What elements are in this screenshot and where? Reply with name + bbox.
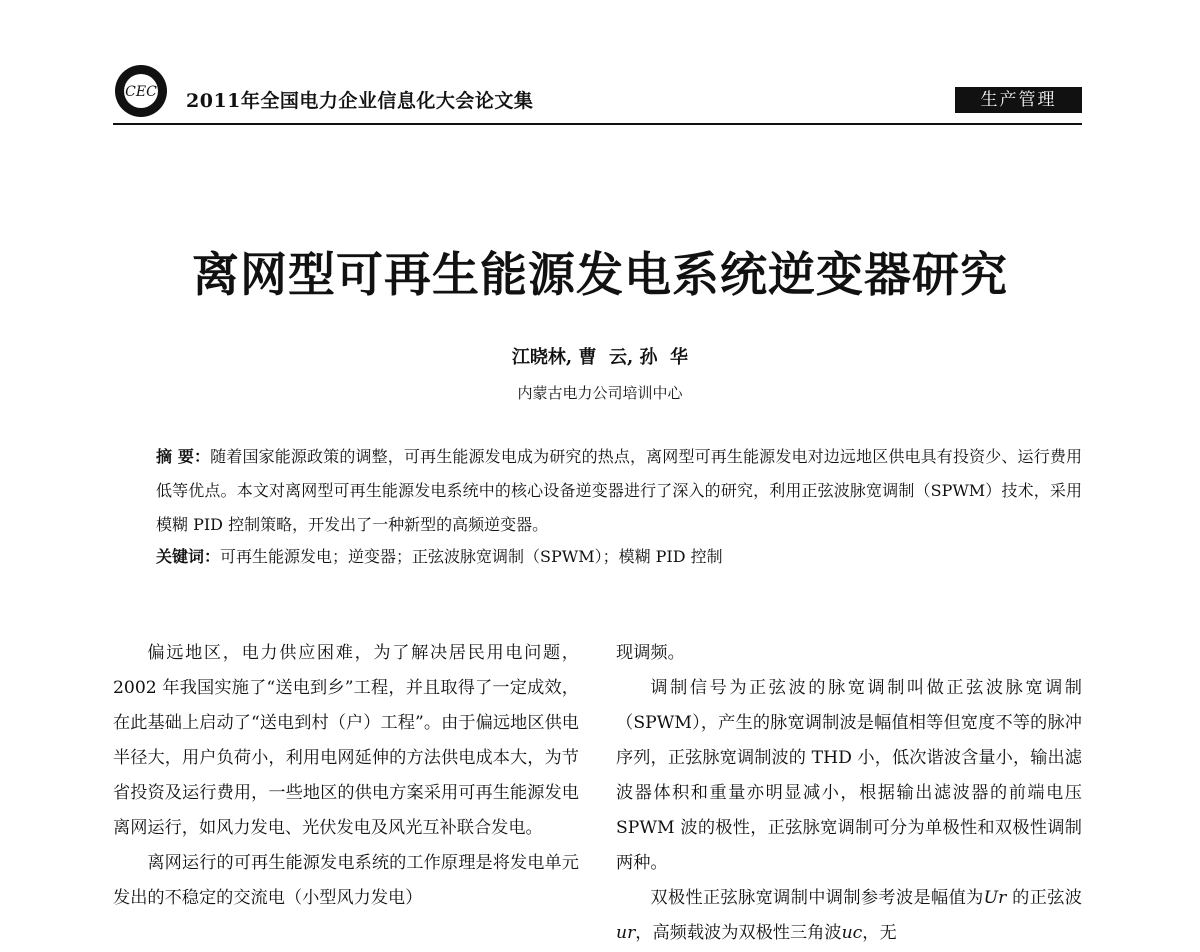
publisher-logo	[113, 63, 169, 119]
abstract-text: 随着国家能源政策的调整，可再生能源发电成为研究的热点，离网型可再生能源发电对边远地区供电具有投资少、运行费用低等优点。本文对离网型可再生能源发电系统中的核心设备逆变器进行了深入的研究，利用正弦波脉宽调制（SPWM）技术，采用模糊 PID 控制策略，开发出了一种新型的高频逆变器。	[156, 447, 1082, 534]
body-text: 双极性正弦脉宽调制中调制参考波是幅值为	[650, 888, 984, 908]
keywords	[156, 545, 1082, 569]
paper-authors: 江晓林, 曹 云, 孙 华	[511, 347, 689, 368]
body-text: ，无	[862, 923, 897, 943]
body-paragraph: 离网运行的可再生能源发电系统的工作原理是将发电单元发出的不稳定的交流电（小型风力发电）	[113, 853, 579, 908]
math-symbol: ur	[616, 923, 636, 943]
keywords-text: 可再生能源发电；逆变器；正弦波脉宽调制（SPWM）；模糊 PID 控制	[220, 547, 723, 566]
body-column-right	[616, 636, 1082, 951]
body-text: ，高频载波为双极性三角波	[635, 923, 842, 943]
math-symbol: uc	[841, 923, 863, 943]
body-paragraph: 调制信号为正弦波的脉宽调制叫做正弦波脉宽调制（SPWM），产生的脉宽调制波是幅值相等但宽度不等的脉冲序列，正弦脉宽调制波的 THD 小，低次谐波含量小，输出滤波器体积和重量亦明显减小，根据输出滤波器的前端电压 SPWM 波的极性，正弦脉宽调制可分为单极性和双极性调制两种。	[616, 678, 1082, 873]
math-symbol: Ur	[983, 888, 1007, 908]
body-paragraph: 偏远地区，电力供应困难，为了解决居民用电问题，2002 年我国实施了“送电到乡”工程，并且取得了一定成效，在此基础上启动了“送电到村（户）工程”。由于偏远地区供电半径大，用户负荷小，利用电网延伸的方法供电成本大，为节省投资及运行费用，一些地区的供电方案采用可再生能源发电离网运行，如风力发电、光伏发电及风光互补联合发电。	[113, 643, 579, 838]
body-text: 的正弦波	[1006, 888, 1082, 908]
abstract	[156, 440, 1082, 542]
keywords-label: 关键词：	[156, 547, 221, 566]
body-paragraph: 现调频。	[616, 643, 685, 663]
body-paragraph	[616, 881, 1082, 951]
header-divider	[113, 123, 1082, 125]
abstract-label: 摘 要：	[156, 447, 211, 466]
paper-title: 离网型可再生能源发电系统逆变器研究	[192, 248, 1008, 303]
section-badge: 生产管理	[955, 87, 1082, 113]
journal-title: 2011年全国电力企业信息化大会论文集	[186, 90, 534, 112]
paper-affiliation: 内蒙古电力公司培训中心	[517, 384, 683, 402]
logo-text: CEC	[125, 84, 157, 100]
body-column-left	[113, 636, 579, 916]
